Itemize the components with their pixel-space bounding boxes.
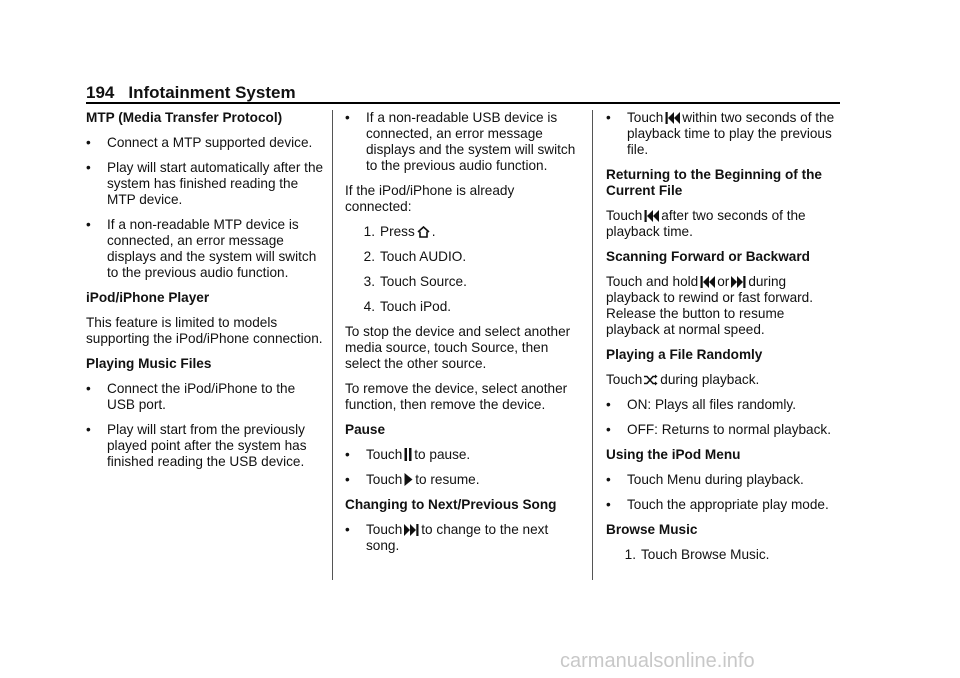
step-number: 4. [363, 299, 375, 314]
mtp-bullet-3: If a non-readable MTP device is connected, an error message displays and the system will switch to the previous audio function. [107, 217, 317, 280]
bullet: • [345, 522, 350, 537]
list-item [345, 299, 580, 315]
return-text-a: Touch [606, 208, 643, 223]
random-text-a: Touch [606, 372, 643, 387]
list-item [345, 274, 580, 290]
bullet: • [606, 497, 611, 512]
step-number: 1. [624, 547, 636, 562]
pause-text-a: Touch [366, 447, 403, 462]
mtp-bullet-1: Connect a MTP supported device. [107, 135, 313, 150]
column-3 [606, 110, 840, 572]
list-item [345, 249, 580, 265]
column-divider-2 [592, 110, 593, 580]
shuffle-icon [644, 374, 658, 386]
random-heading: Playing a File Randomly [606, 347, 763, 362]
prev-text-b: within two seconds of the playback time to play the previous file. [627, 110, 835, 157]
step-1-text: Press [380, 224, 415, 239]
return-text-b: after two seconds of the playback time. [606, 208, 806, 239]
list-item [345, 224, 580, 240]
pause-text-b: to pause. [414, 447, 471, 462]
scan-text-a: Touch and hold [606, 274, 699, 289]
list-item [86, 422, 324, 470]
usb-bullet-1: If a non-readable USB device is connected, an error message displays and the system will switch to the previous audio function. [366, 110, 576, 173]
bullet: • [345, 110, 350, 125]
list-item [345, 447, 580, 463]
connected-text: If the iPod/iPhone is already connected: [345, 183, 515, 214]
page-title: Infotainment System [128, 83, 296, 102]
scan-or: or [717, 274, 730, 289]
next-track-icon [731, 276, 746, 288]
bullet: • [86, 217, 91, 232]
menu-heading: Using the iPod Menu [606, 447, 741, 462]
bullet: • [606, 422, 611, 437]
scan-heading: Scanning Forward or Backward [606, 249, 810, 264]
play-icon [404, 473, 413, 486]
list-item [606, 110, 840, 158]
random-text-b: during playback. [660, 372, 760, 387]
page-header [86, 83, 840, 103]
bullet: • [86, 381, 91, 396]
column-divider-1 [332, 110, 333, 580]
play-bullet-1: Connect the iPod/iPhone to the USB port. [107, 381, 296, 412]
next-track-icon [404, 524, 419, 536]
scan-text-b: during playback to rewind or fast forward. Release the button to resume playback at normal speed. [606, 274, 814, 337]
page-number: 194 [86, 83, 115, 102]
next-text-a: Touch [366, 522, 403, 537]
list-item [606, 497, 840, 513]
play-bullet-2: Play will start from the previously played point after the system has finished reading the USB device. [107, 422, 307, 469]
column-2 [345, 110, 580, 563]
list-item [86, 135, 324, 151]
list-item [606, 547, 840, 563]
step-4-text: Touch iPod. [380, 299, 452, 314]
watermark: carmanualsonline.info [560, 650, 755, 672]
list-item [345, 472, 580, 488]
bullet: • [345, 472, 350, 487]
bullet: • [606, 472, 611, 487]
list-item [606, 472, 840, 488]
list-item [606, 397, 840, 413]
home-icon [417, 226, 430, 238]
previous-track-icon [665, 112, 680, 124]
bullet: • [345, 447, 350, 462]
header-rule [86, 102, 840, 104]
mtp-heading: MTP (Media Transfer Protocol) [86, 110, 283, 125]
remove-text: To remove the device, select another function, then remove the device. [345, 381, 568, 412]
previous-track-icon [700, 276, 715, 288]
bullet: • [606, 110, 611, 125]
browse-heading: Browse Music [606, 522, 698, 537]
list-item [86, 217, 324, 281]
bullet: • [86, 135, 91, 150]
playing-heading: Playing Music Files [86, 356, 212, 371]
changing-heading: Changing to Next/Previous Song [345, 497, 557, 512]
stop-text: To stop the device and select another media source, touch Source, then select the other source. [345, 324, 571, 371]
step-number: 1. [363, 224, 375, 239]
step-number: 2. [363, 249, 375, 264]
bullet: • [606, 397, 611, 412]
list-item [345, 522, 580, 554]
bullet: • [86, 422, 91, 437]
resume-text-b: to resume. [415, 472, 480, 487]
prev-text-a: Touch [627, 110, 664, 125]
random-off: OFF: Returns to normal playback. [627, 422, 831, 437]
step-2-text: Touch AUDIO. [380, 249, 467, 264]
step-number: 3. [363, 274, 375, 289]
random-on: ON: Plays all files randomly. [627, 397, 796, 412]
menu-bullet-1: Touch Menu during playback. [627, 472, 804, 487]
returning-heading: Returning to the Beginning of the Current File [606, 167, 822, 198]
step-1-suffix: . [431, 224, 436, 239]
browse-step-1: Touch Browse Music. [641, 547, 770, 562]
list-item [86, 381, 324, 413]
pause-heading: Pause [345, 422, 386, 437]
ipod-text: This feature is limited to models supporting the iPod/iPhone connection. [86, 315, 323, 346]
list-item [86, 160, 324, 208]
previous-track-icon [644, 210, 659, 222]
next-text-b: to change to the next song. [366, 522, 549, 553]
menu-bullet-2: Touch the appropriate play mode. [627, 497, 829, 512]
ipod-heading: iPod/iPhone Player [86, 290, 210, 305]
step-3-text: Touch Source. [380, 274, 467, 289]
mtp-bullet-2: Play will start automatically after the system has finished reading the MTP device. [107, 160, 324, 207]
list-item [606, 422, 840, 438]
pause-icon [404, 448, 412, 461]
bullet: • [86, 160, 91, 175]
resume-text-a: Touch [366, 472, 403, 487]
column-1 [86, 110, 324, 479]
list-item [345, 110, 580, 174]
